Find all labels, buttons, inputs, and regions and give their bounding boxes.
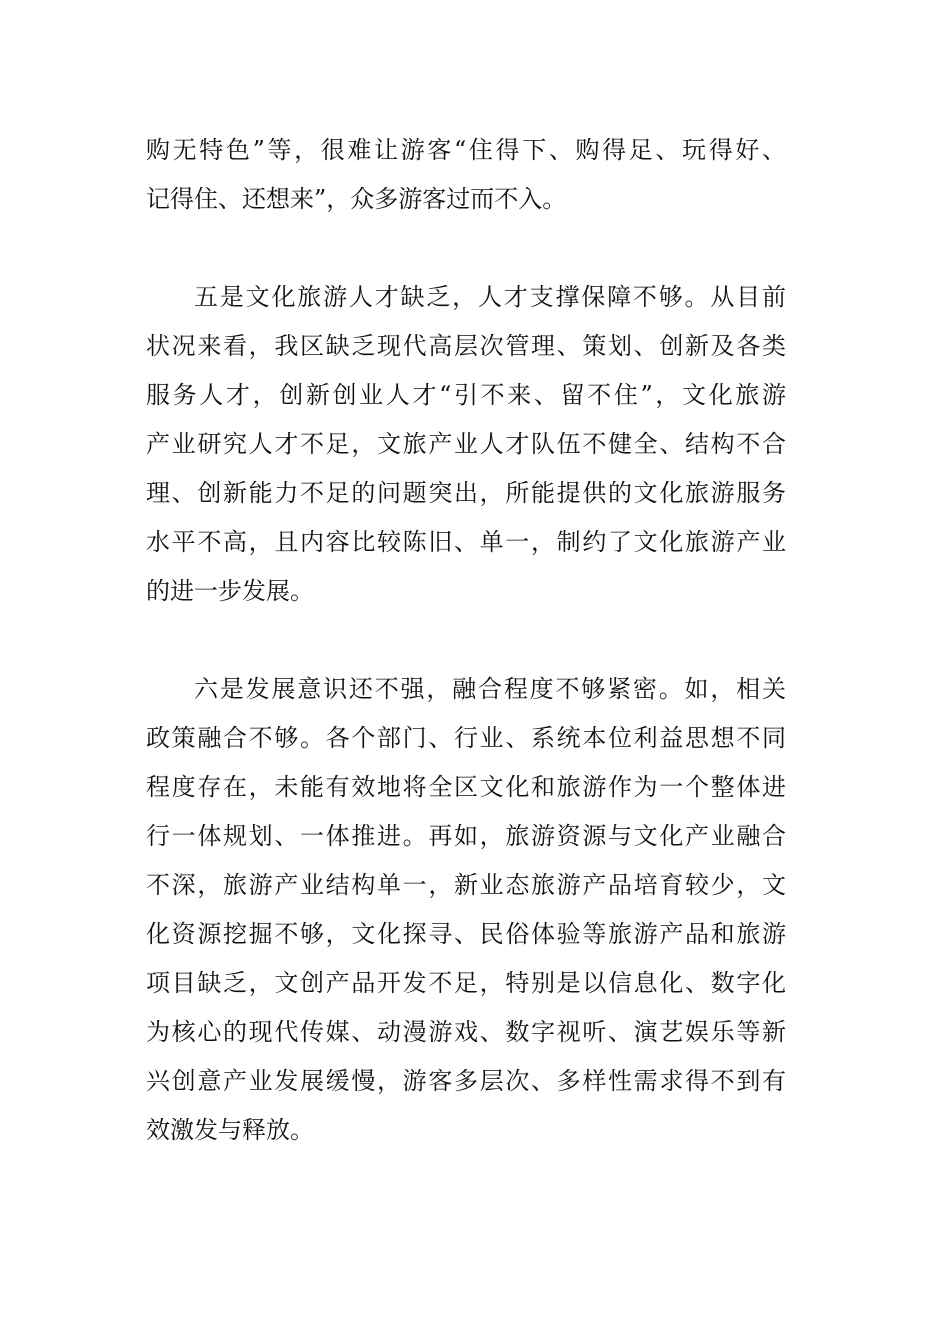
- text-line: 为核心的现代传媒、动漫游戏、数字视听、演艺娱乐等新: [146, 1018, 786, 1046]
- text-line: 行一体规划、一体推进。再如，旅游资源与文化产业融合: [146, 822, 786, 850]
- paragraph-gap: [146, 616, 786, 665]
- text-line: 政策融合不够。各个部门、行业、系统本位利益思想不同: [146, 724, 786, 752]
- text-line: 购无特色”等，很难让游客“住得下、购得足、玩得好、: [146, 136, 786, 164]
- text-line: 的进一步发展。: [146, 577, 314, 605]
- paragraph-continuation: [146, 126, 786, 224]
- paragraph-integration: [146, 665, 786, 1155]
- text-line: 项目缺乏，文创产品开发不足，特别是以信息化、数字化: [146, 969, 786, 997]
- text-line: 不深，旅游产业结构单一，新业态旅游产品培育较少，文: [146, 871, 786, 899]
- text-line: 水平不高，且内容比较陈旧、单一，制约了文化旅游产业: [146, 528, 786, 556]
- text-line: 状况来看，我区缺乏现代高层次管理、策划、创新及各类: [146, 332, 786, 360]
- text-line: 五是文化旅游人才缺乏，人才支撑保障不够。从目前: [194, 283, 786, 311]
- text-line: 程度存在，未能有效地将全区文化和旅游作为一个整体进: [146, 773, 786, 801]
- document-body: [146, 126, 786, 1155]
- paragraph-talent-shortage: [146, 273, 786, 616]
- text-line: 记得住、还想来”，众多游客过而不入。: [146, 185, 567, 213]
- text-line: 六是发展意识还不强，融合程度不够紧密。如，相关: [194, 675, 786, 703]
- text-line: 效激发与释放。: [146, 1116, 314, 1144]
- paragraph-gap: [146, 224, 786, 273]
- text-line: 服务人才，创新创业人才“引不来、留不住”，文化旅游: [146, 381, 786, 409]
- text-line: 化资源挖掘不够，文化探寻、民俗体验等旅游产品和旅游: [146, 920, 786, 948]
- text-line: 产业研究人才不足，文旅产业人才队伍不健全、结构不合: [146, 430, 786, 458]
- text-line: 兴创意产业发展缓慢，游客多层次、多样性需求得不到有: [146, 1067, 786, 1095]
- text-line: 理、创新能力不足的问题突出，所能提供的文化旅游服务: [146, 479, 786, 507]
